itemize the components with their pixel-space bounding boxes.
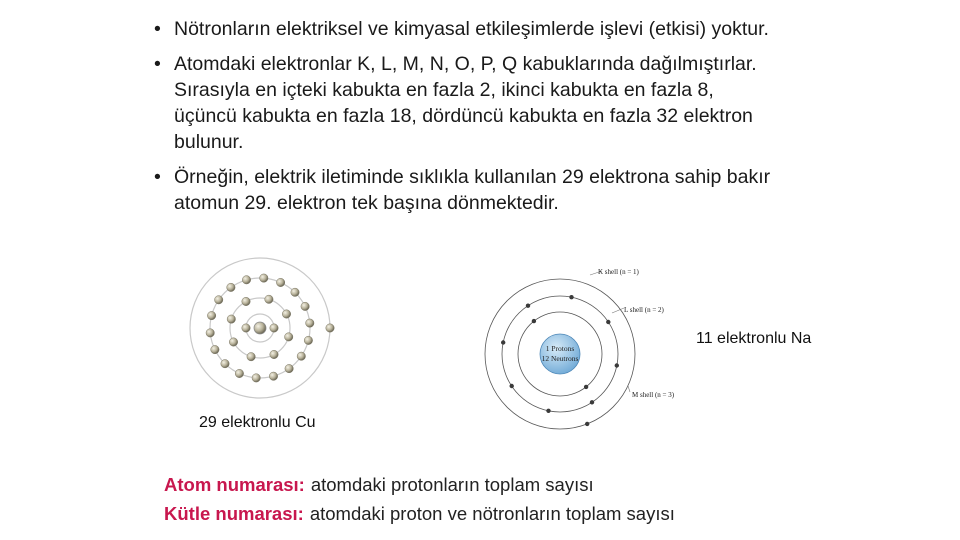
- copper-electron: [211, 345, 219, 353]
- atom-number-definition: [164, 474, 594, 496]
- copper-electron: [242, 276, 250, 284]
- atom-number-term: Atom numarası:: [164, 474, 305, 495]
- copper-electron: [285, 364, 293, 372]
- k-shell-label: K shell (n = 1): [598, 268, 639, 276]
- copper-electron: [235, 369, 243, 377]
- copper-electron: [282, 310, 290, 318]
- sodium-electron: [606, 320, 610, 324]
- copper-electron: [301, 302, 309, 310]
- m-shell-label: M shell (n = 3): [632, 391, 675, 399]
- copper-electron: [206, 329, 214, 337]
- copper-electron: [270, 350, 278, 358]
- copper-electron: [260, 274, 268, 282]
- copper-electron: [265, 295, 273, 303]
- mass-number-desc: atomdaki proton ve nötronların toplam sayısı: [309, 503, 675, 524]
- copper-electron: [276, 278, 284, 286]
- l-shell-label: L shell (n = 2): [624, 306, 664, 314]
- sodium-electron: [615, 363, 619, 367]
- copper-electron: [247, 353, 255, 361]
- sodium-electron: [526, 304, 530, 308]
- bullet-shells: • Atomdaki elektronlar K, L, M, N, O, P, Q kabuklarında dağılmıştırlar. Sırasıyla en içteki kabukta en fazla 2, ikinci kabukta en fazla 8, üçüncü kabukta en fazla 18, dördüncü kabukta en fazla 32 elektron bulunur.: [154, 51, 774, 155]
- copper-atom-diagram: [178, 248, 342, 408]
- sodium-electron: [532, 319, 536, 323]
- copper-electron: [242, 324, 250, 332]
- sodium-electron: [590, 400, 594, 404]
- copper-electron: [291, 288, 299, 296]
- copper-electron: [227, 315, 235, 323]
- copper-electron: [270, 324, 278, 332]
- copper-nucleus: [254, 322, 266, 334]
- sodium-electron: [546, 409, 550, 413]
- sodium-electron: [501, 340, 505, 344]
- bullet-list: [154, 16, 774, 225]
- copper-electron: [285, 333, 293, 341]
- copper-electron: [269, 372, 277, 380]
- bullet-copper: • Örneğin, elektrik iletiminde sıklıkla kullanılan 29 elektrona sahip bakır atomun 29. elektron tek başına dönmektedir.: [154, 164, 774, 216]
- sodium-electron: [569, 295, 573, 299]
- copper-electron: [252, 374, 260, 382]
- mass-number-definition: [164, 503, 675, 525]
- copper-electron: [227, 283, 235, 291]
- nucleus-neutrons-label: 12 Neutrons: [541, 354, 579, 363]
- copper-electron: [306, 319, 314, 327]
- atom-number-desc: atomdaki protonların toplam sayısı: [310, 474, 594, 495]
- copper-electron: [229, 338, 237, 346]
- sodium-electron: [585, 422, 589, 426]
- copper-electron: [207, 311, 215, 319]
- mass-number-term: Kütle numarası:: [164, 503, 304, 524]
- sodium-electron: [584, 385, 588, 389]
- sodium-caption: 11 elektronlu Na: [696, 330, 812, 347]
- copper-caption: 29 elektronlu Cu: [199, 414, 316, 431]
- copper-electron: [326, 324, 334, 332]
- copper-electron: [297, 352, 305, 360]
- bullet-neutrons: • Nötronların elektriksel ve kimyasal etkileşimlerde işlevi (etkisi) yoktur.: [154, 16, 774, 42]
- sodium-electron: [510, 384, 514, 388]
- copper-electron: [242, 297, 250, 305]
- copper-electron: [304, 336, 312, 344]
- copper-electron: [215, 296, 223, 304]
- sodium-atom-diagram: [480, 258, 690, 438]
- copper-electron: [221, 360, 229, 368]
- nucleus-protons-label: 1 Protons: [545, 344, 575, 353]
